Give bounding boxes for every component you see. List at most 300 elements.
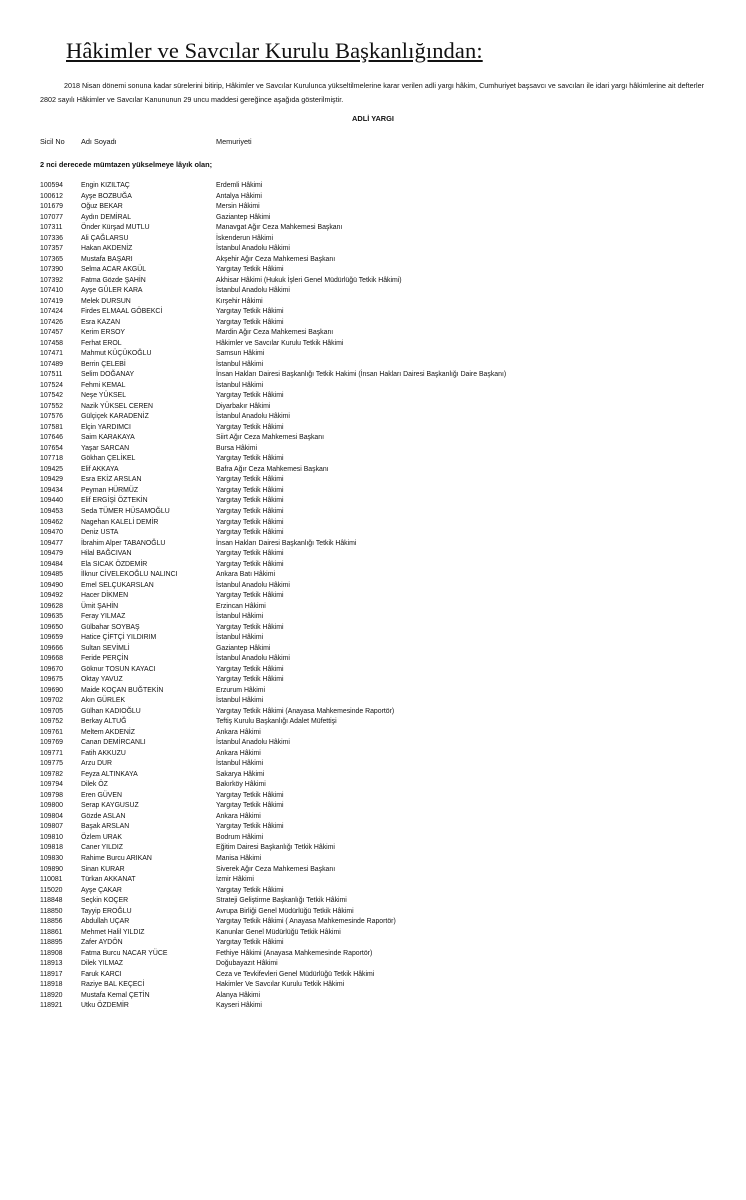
list-row	[0, 307, 746, 318]
position-cell: İstanbul Hâkimi	[216, 360, 264, 368]
sicil-no-cell: 109702	[40, 697, 63, 705]
position-cell: İstanbul Hâkimi	[216, 613, 264, 621]
name-cell: Oktay YAVUZ	[81, 676, 123, 684]
name-cell: Hilal BAĞCIVAN	[81, 550, 132, 558]
list-row	[0, 854, 746, 865]
position-cell: Ankara Batı Hâkimi	[216, 571, 275, 579]
position-cell: Yargıtay Tetkik Hâkimi	[216, 592, 284, 600]
position-cell: Bafra Ağır Ceza Mahkemesi Başkanı	[216, 465, 329, 473]
list-row	[0, 886, 746, 897]
sicil-no-cell: 107511	[40, 371, 63, 379]
name-cell: Elif AKKAYA	[81, 465, 119, 473]
position-cell: Bakırköy Hâkimi	[216, 781, 266, 789]
name-cell: Hatice ÇİFTÇİ YILDIRIM	[81, 634, 157, 642]
list-row	[0, 496, 746, 507]
sicil-no-cell: 109659	[40, 634, 63, 642]
position-cell: İstanbul Anadolu Hâkimi	[216, 245, 290, 253]
sicil-no-cell: 107357	[40, 245, 63, 253]
position-cell: Yargıtay Tetkik Hâkimi	[216, 802, 284, 810]
position-cell: İstanbul Hâkimi	[216, 697, 264, 705]
list-row	[0, 265, 746, 276]
sicil-no-cell: 109668	[40, 655, 63, 663]
sicil-no-cell: 107524	[40, 381, 63, 389]
position-cell: Sakarya Hâkimi	[216, 770, 265, 778]
position-cell: İstanbul Anadolu Hâkimi	[216, 287, 290, 295]
list-row	[0, 560, 746, 571]
list-row	[0, 297, 746, 308]
position-cell: Erzincan Hâkimi	[216, 602, 266, 610]
position-cell: Kayseri Hâkimi	[216, 1002, 262, 1010]
list-row	[0, 602, 746, 613]
sicil-no-cell: 118913	[40, 960, 63, 968]
sicil-no-cell: 109429	[40, 476, 63, 484]
name-cell: Canan DEMİRCANLI	[81, 739, 146, 747]
list-row	[0, 349, 746, 360]
list-row	[0, 402, 746, 413]
position-cell: Strateji Geliştirme Başkanlığı Tetkik Hâkimi	[216, 897, 347, 905]
position-cell: Ankara Hâkimi	[216, 728, 261, 736]
position-cell: Kanunlar Genel Müdürlüğü Tetkik Hâkimi	[216, 928, 341, 936]
position-cell: Yargıtay Tetkik Hâkimi	[216, 497, 284, 505]
position-cell: İstanbul Anadolu Hâkimi	[216, 739, 290, 747]
sicil-no-cell: 109666	[40, 644, 63, 652]
sicil-no-cell: 109453	[40, 507, 63, 515]
sicil-no-cell: 118848	[40, 897, 63, 905]
name-cell: Seda TÜMER HÜSAMOĞLU	[81, 507, 170, 515]
sicil-no-cell: 107489	[40, 360, 63, 368]
name-cell: Serap KAYGUSUZ	[81, 802, 139, 810]
name-cell: Gülhan KADIOĞLU	[81, 707, 141, 715]
name-cell: Deniz USTA	[81, 529, 119, 537]
name-cell: Mahmut KÜÇÜKOĞLU	[81, 350, 152, 358]
sicil-no-cell: 107365	[40, 255, 63, 263]
sicil-no-cell: 109628	[40, 602, 63, 610]
sicil-no-cell: 109782	[40, 770, 63, 778]
position-cell: İzmir Hâkimi	[216, 876, 254, 884]
list-row	[0, 581, 746, 592]
list-row	[0, 213, 746, 224]
name-cell: Başak ARSLAN	[81, 823, 130, 831]
sicil-no-cell: 109804	[40, 812, 63, 820]
name-cell: Gözde ASLAN	[81, 812, 126, 820]
sicil-no-cell: 118921	[40, 1002, 63, 1010]
list-row	[0, 276, 746, 287]
list-row	[0, 444, 746, 455]
name-cell: Esra EKİZ ARSLAN	[81, 476, 142, 484]
position-cell: Yargıtay Tetkik Hâkimi	[216, 518, 284, 526]
list-row	[0, 318, 746, 329]
sicil-no-cell: 101679	[40, 203, 63, 211]
sicil-no-cell: 109769	[40, 739, 63, 747]
judge-list	[0, 181, 746, 1012]
sicil-no-cell: 109479	[40, 550, 63, 558]
sicil-no-cell: 109830	[40, 855, 63, 862]
list-row	[0, 801, 746, 812]
list-row	[0, 644, 746, 655]
name-cell: İlknur CİVELEKOĞLU NALINCI	[81, 571, 178, 579]
list-row	[0, 518, 746, 529]
name-cell: Arzu DUR	[81, 760, 113, 768]
name-cell: Berrin ÇELEBİ	[81, 360, 126, 368]
name-cell: Oğuz BEKAR	[81, 203, 123, 211]
name-cell: Sultan SEVİMLİ	[81, 644, 130, 652]
sicil-no-cell: 109807	[40, 823, 63, 831]
list-row	[0, 181, 746, 192]
position-cell: İstanbul Hâkimi	[216, 634, 264, 642]
sicil-no-cell: 118856	[40, 918, 63, 926]
sicil-no-cell: 107581	[40, 423, 63, 431]
name-cell: Engin KIZILTAÇ	[81, 182, 130, 189]
sicil-no-cell: 109705	[40, 707, 63, 715]
sicil-no-cell: 107718	[40, 455, 63, 463]
name-cell: Peyman HÜRMÜZ	[81, 486, 139, 494]
sicil-no-cell: 109818	[40, 844, 63, 852]
position-cell: Mersin Hâkimi	[216, 203, 260, 211]
name-cell: Önder Kürşad MUTLU	[81, 224, 150, 232]
list-row	[0, 1001, 746, 1012]
list-row	[0, 623, 746, 634]
name-cell: Esra KAZAN	[81, 318, 121, 326]
list-row	[0, 791, 746, 802]
name-cell: Gülbahar SOYBAŞ	[81, 623, 140, 631]
position-cell: Yargıtay Tetkik Hâkimi	[216, 939, 284, 947]
sicil-no-cell: 109477	[40, 539, 63, 547]
list-row	[0, 391, 746, 402]
list-row	[0, 970, 746, 981]
list-row	[0, 507, 746, 518]
name-cell: Gökhan ÇELİKEL	[81, 455, 136, 463]
position-cell: İstanbul Hâkimi	[216, 381, 264, 389]
name-cell: Ayşe GÜLER KARA	[81, 287, 143, 295]
position-cell: Eğitim Dairesi Başkanlığı Tetkik Hâkimi	[216, 844, 335, 852]
list-row	[0, 454, 746, 465]
sicil-no-cell: 107542	[40, 392, 63, 400]
sicil-no-cell: 109752	[40, 718, 63, 726]
name-cell: Ümit ŞAHİN	[81, 602, 119, 610]
sicil-no-cell: 109775	[40, 760, 63, 768]
sicil-no-cell: 109890	[40, 865, 63, 873]
position-cell: Ceza ve Tevkifevleri Genel Müdürlüğü Tetkik Hâkimi	[216, 970, 375, 978]
list-row	[0, 749, 746, 760]
sicil-no-cell: 118861	[40, 928, 63, 936]
name-cell: Yaşar SARCAN	[81, 444, 130, 452]
name-cell: Saim KARAKAYA	[81, 434, 135, 442]
position-cell: Yargıtay Tetkik Hâkimi	[216, 455, 284, 463]
name-cell: Ali ÇAĞLARSU	[81, 234, 129, 242]
position-cell: Mardin Ağır Ceza Mahkemesi Başkanı	[216, 329, 334, 337]
position-cell: Yargıtay Tetkik Hâkimi	[216, 266, 284, 274]
sicil-no-cell: 100594	[40, 182, 63, 189]
sicil-no-cell: 109650	[40, 623, 63, 631]
position-cell: Yargıtay Tetkik Hâkimi	[216, 476, 284, 484]
list-row	[0, 286, 746, 297]
sicil-no-cell: 107410	[40, 287, 63, 295]
list-row	[0, 759, 746, 770]
name-cell: Caner YILDIZ	[81, 844, 123, 852]
name-cell: Fatma Burcu NACAR YÜCE	[81, 949, 168, 957]
name-cell: Dilek ÖZ	[81, 781, 108, 789]
position-cell: Teftiş Kurulu Başkanlığı Adalet Müfettişi	[216, 718, 337, 726]
sicil-no-cell: 109440	[40, 497, 63, 505]
list-row	[0, 339, 746, 350]
list-row	[0, 633, 746, 644]
sicil-no-cell: 107426	[40, 318, 63, 326]
position-cell: Gaziantep Hâkimi	[216, 644, 271, 652]
group-title: 2 nci derecede mümtazen yükselmeye lâyık olan;	[40, 160, 213, 169]
name-cell: Hakan AKDENİZ	[81, 245, 133, 253]
position-cell: Bursa Hâkimi	[216, 444, 257, 452]
position-cell: Yargıtay Tetkik Hâkimi	[216, 560, 284, 568]
sicil-no-cell: 109492	[40, 592, 63, 600]
list-row	[0, 486, 746, 497]
sicil-no-cell: 118908	[40, 949, 63, 957]
list-row	[0, 570, 746, 581]
name-cell: Ayşe BOZBUĞA	[81, 192, 132, 200]
sicil-no-cell: 118917	[40, 970, 63, 978]
list-row	[0, 665, 746, 676]
sicil-no-cell: 109675	[40, 676, 63, 684]
name-cell: Mehmet Halil YILDIZ	[81, 928, 145, 936]
name-cell: Feray YILMAZ	[81, 613, 126, 621]
position-cell: Yargıtay Tetkik Hâkimi	[216, 423, 284, 431]
list-row	[0, 370, 746, 381]
name-cell: Selim DOĞANAY	[81, 371, 135, 379]
list-row	[0, 423, 746, 434]
name-cell: Tayyip EROĞLU	[81, 907, 132, 915]
list-row	[0, 612, 746, 623]
list-row	[0, 707, 746, 718]
position-cell: Yargıtay Tetkik Hâkimi ( Anayasa Mahkemesinde Raportör)	[216, 918, 396, 926]
position-cell: Yargıtay Tetkik Hâkimi	[216, 529, 284, 537]
list-row	[0, 717, 746, 728]
name-cell: Ela SICAK ÖZDEMİR	[81, 560, 148, 568]
list-row	[0, 896, 746, 907]
position-cell: Diyarbakır Hâkimi	[216, 402, 271, 410]
column-header-sicil-no: Sicil No	[40, 137, 65, 146]
name-cell: Seçkin KOÇER	[81, 897, 129, 905]
name-cell: Fatma Gözde ŞAHİN	[81, 276, 146, 284]
list-row	[0, 833, 746, 844]
list-row	[0, 465, 746, 476]
list-row	[0, 192, 746, 203]
sicil-no-cell: 109761	[40, 728, 63, 736]
position-cell: Yargıtay Tetkik Hâkimi	[216, 486, 284, 494]
sicil-no-cell: 100612	[40, 192, 63, 200]
list-row	[0, 360, 746, 371]
position-cell: Gaziantep Hâkimi	[216, 213, 271, 221]
name-cell: Maide KOÇAN BUĞTEKİN	[81, 686, 164, 694]
position-cell: Bodrum Hâkimi	[216, 833, 264, 841]
document-title: Hâkimler ve Savcılar Kurulu Başkanlığından:	[66, 38, 483, 63]
sicil-no-cell: 109798	[40, 791, 63, 799]
list-row	[0, 381, 746, 392]
position-cell: Avrupa Birliği Genel Müdürlüğü Tetkik Hâkimi	[216, 907, 354, 915]
sicil-no-cell: 109434	[40, 486, 63, 494]
name-cell: Sinan KURAR	[81, 865, 125, 873]
name-cell: Neşe YÜKSEL	[81, 392, 127, 400]
name-cell: Kerim ERSOY	[81, 329, 126, 337]
position-cell: İstanbul Anadolu Hâkimi	[216, 581, 290, 589]
name-cell: Ayşe ÇAKAR	[81, 886, 122, 894]
list-row	[0, 991, 746, 1002]
position-cell: Fethiye Hâkimi (Anayasa Mahkemesinde Raportör)	[216, 949, 373, 957]
position-cell: Manisa Hâkimi	[216, 855, 262, 862]
list-row	[0, 675, 746, 686]
sicil-no-cell: 107576	[40, 413, 63, 421]
list-row	[0, 949, 746, 960]
name-cell: Göknur TOSUN KAYACI	[81, 665, 156, 673]
list-row	[0, 686, 746, 697]
position-cell: Alanya Hâkimi	[216, 991, 261, 999]
sicil-no-cell: 109794	[40, 781, 63, 789]
sicil-no-cell: 109690	[40, 686, 63, 694]
sicil-no-cell: 109462	[40, 518, 63, 526]
position-cell: İskenderun Hâkimi	[216, 234, 274, 242]
position-cell: İstanbul Hâkimi	[216, 760, 264, 768]
sicil-no-cell: 107336	[40, 234, 63, 242]
list-row	[0, 234, 746, 245]
list-row	[0, 770, 746, 781]
sicil-no-cell: 109771	[40, 749, 63, 757]
list-row	[0, 549, 746, 560]
sicil-no-cell: 107392	[40, 276, 63, 284]
section-title: ADLİ YARGI	[352, 114, 394, 123]
sicil-no-cell: 118920	[40, 991, 63, 999]
position-cell: Yargıtay Tetkik Hâkimi	[216, 308, 284, 316]
position-cell: Hâkimler ve Savcılar Kurulu Tetkik Hâkimi	[216, 339, 344, 347]
list-row	[0, 696, 746, 707]
sicil-no-cell: 109635	[40, 613, 63, 621]
name-cell: Gülçiçek KARADENİZ	[81, 413, 149, 421]
position-cell: Yargıtay Tetkik Hâkimi	[216, 623, 284, 631]
list-row	[0, 654, 746, 665]
name-cell: Akın GÜRLEK	[81, 697, 126, 705]
name-cell: Meltem AKDENİZ	[81, 728, 135, 736]
name-cell: Feyza ALTINKAYA	[81, 770, 138, 778]
column-header-name: Adı Soyadı	[81, 137, 117, 146]
position-cell: İstanbul Anadolu Hâkimi	[216, 655, 290, 663]
list-row	[0, 202, 746, 213]
list-row	[0, 475, 746, 486]
position-cell: Antalya Hâkimi	[216, 192, 262, 200]
list-row	[0, 980, 746, 991]
sicil-no-cell: 109810	[40, 833, 63, 841]
list-row	[0, 244, 746, 255]
position-cell: Siirt Ağır Ceza Mahkemesi Başkanı	[216, 434, 324, 442]
list-row	[0, 328, 746, 339]
sicil-no-cell: 107457	[40, 329, 63, 337]
position-cell: İstanbul Anadolu Hâkimi	[216, 413, 290, 421]
name-cell: Mustafa BAŞARI	[81, 255, 133, 263]
position-cell: İnsan Hakları Dairesi Başkanlığı Tetkik Hâkimi	[216, 539, 357, 547]
sicil-no-cell: 109485	[40, 571, 63, 579]
position-cell: Yargıtay Tetkik Hâkimi	[216, 550, 284, 558]
name-cell: Faruk KARCI	[81, 970, 122, 978]
list-row	[0, 728, 746, 739]
name-cell: Nagehan KALELİ DEMİR	[81, 518, 159, 526]
sicil-no-cell: 109800	[40, 802, 63, 810]
sicil-no-cell: 109470	[40, 529, 63, 537]
list-row	[0, 255, 746, 266]
position-cell: Hakimler Ve Savcılar Kurulu Tetkik Hâkimi	[216, 981, 345, 989]
list-row	[0, 780, 746, 791]
name-cell: Fehmi KEMAL	[81, 381, 126, 389]
sicil-no-cell: 107552	[40, 402, 63, 410]
sicil-no-cell: 107458	[40, 339, 63, 347]
list-row	[0, 938, 746, 949]
list-row	[0, 907, 746, 918]
name-cell: Dilek YILMAZ	[81, 960, 123, 968]
name-cell: Elçin YARDIMCI	[81, 423, 131, 431]
position-cell: Yargıtay Tetkik Hâkimi	[216, 318, 284, 326]
name-cell: Emel SELÇUKARSLAN	[81, 581, 154, 589]
sicil-no-cell: 109425	[40, 465, 63, 473]
list-row	[0, 928, 746, 939]
sicil-no-cell: 109670	[40, 665, 63, 673]
position-cell: Akhisar Hâkimi (Hukuk İşleri Genel Müdürlüğü Tetkik Hâkimi)	[216, 276, 402, 284]
position-cell: Yargıtay Tetkik Hâkimi	[216, 392, 284, 400]
name-cell: Berkay ALTUĞ	[81, 718, 127, 726]
name-cell: Hacer DİKMEN	[81, 592, 129, 600]
sicil-no-cell: 107311	[40, 224, 63, 232]
position-cell: İnsan Hakları Dairesi Başkanlığı Tetkik Hakimi (İnsan Hakları Dairesi Başkanlığı Daire Başkanı)	[216, 371, 507, 379]
position-cell: Yargıtay Tetkik Hâkimi	[216, 791, 284, 799]
position-cell: Manavgat Ağır Ceza Mahkemesi Başkanı	[216, 224, 343, 232]
list-row	[0, 843, 746, 854]
position-cell: Yargıtay Tetkik Hâkimi	[216, 823, 284, 831]
position-cell: Doğubayazıt Hâkimi	[216, 960, 278, 968]
position-cell: Erzurum Hâkimi	[216, 686, 266, 694]
sicil-no-cell: 109490	[40, 581, 63, 589]
sicil-no-cell: 115020	[40, 886, 63, 894]
sicil-no-cell: 110081	[40, 876, 63, 884]
list-row	[0, 433, 746, 444]
sicil-no-cell: 118850	[40, 907, 63, 915]
name-cell: Eren GÜVEN	[81, 791, 122, 799]
name-cell: Firdes ELMAAL GÖBEKCİ	[81, 308, 163, 316]
sicil-no-cell: 107077	[40, 213, 63, 221]
sicil-no-cell: 107424	[40, 308, 63, 316]
position-cell: Erdemli Hâkimi	[216, 182, 263, 189]
position-cell: Samsun Hâkimi	[216, 350, 265, 358]
intro-paragraph: 2018 Nisan dönemi sonuna kadar sürelerini bitirip, Hâkimler ve Savcılar Kurulunca yükseltilmelerine karar verilen adli yargı hâkim, Cumhuriyet başsavcı ve savcıları ile idari yargı hâkimlerine ait defterler 2802 sayılı Hâkimler ve Savcılar Kanununun 29 uncu maddesi gereğince aşağıda gösterilmiştir.	[40, 81, 704, 104]
position-cell: Yargıtay Tetkik Hâkimi (Anayasa Mahkemesinde Raportör)	[216, 707, 395, 715]
sicil-no-cell: 107471	[40, 350, 63, 358]
sicil-no-cell: 107390	[40, 266, 63, 274]
list-row	[0, 412, 746, 423]
sicil-no-cell: 109484	[40, 560, 63, 568]
position-cell: Akşehir Ağır Ceza Mahkemesi Başkanı	[216, 255, 336, 263]
list-row	[0, 959, 746, 970]
position-cell: Yargıtay Tetkik Hâkimi	[216, 507, 284, 515]
list-row	[0, 528, 746, 539]
name-cell: Zafer AYDÖN	[81, 939, 123, 947]
position-cell: Yargıtay Tetkik Hâkimi	[216, 676, 284, 684]
list-row	[0, 812, 746, 823]
name-cell: Elif ERGİŞİ ÖZTEKİN	[81, 497, 148, 505]
name-cell: Selma ACAR AKGÜL	[81, 266, 147, 274]
sicil-no-cell: 107419	[40, 297, 63, 305]
name-cell: Utku ÖZDEMİR	[81, 1002, 129, 1010]
list-row	[0, 865, 746, 876]
name-cell: Ferhat EROL	[81, 339, 122, 347]
position-cell: Kırşehir Hâkimi	[216, 297, 263, 305]
name-cell: Mustafa Kemal ÇETİN	[81, 991, 150, 999]
position-cell: Yargıtay Tetkik Hâkimi	[216, 665, 284, 673]
name-cell: Fatih AKKUZU	[81, 749, 126, 757]
name-cell: Melek DURSUN	[81, 297, 131, 305]
name-cell: Feride PERÇİN	[81, 655, 129, 663]
